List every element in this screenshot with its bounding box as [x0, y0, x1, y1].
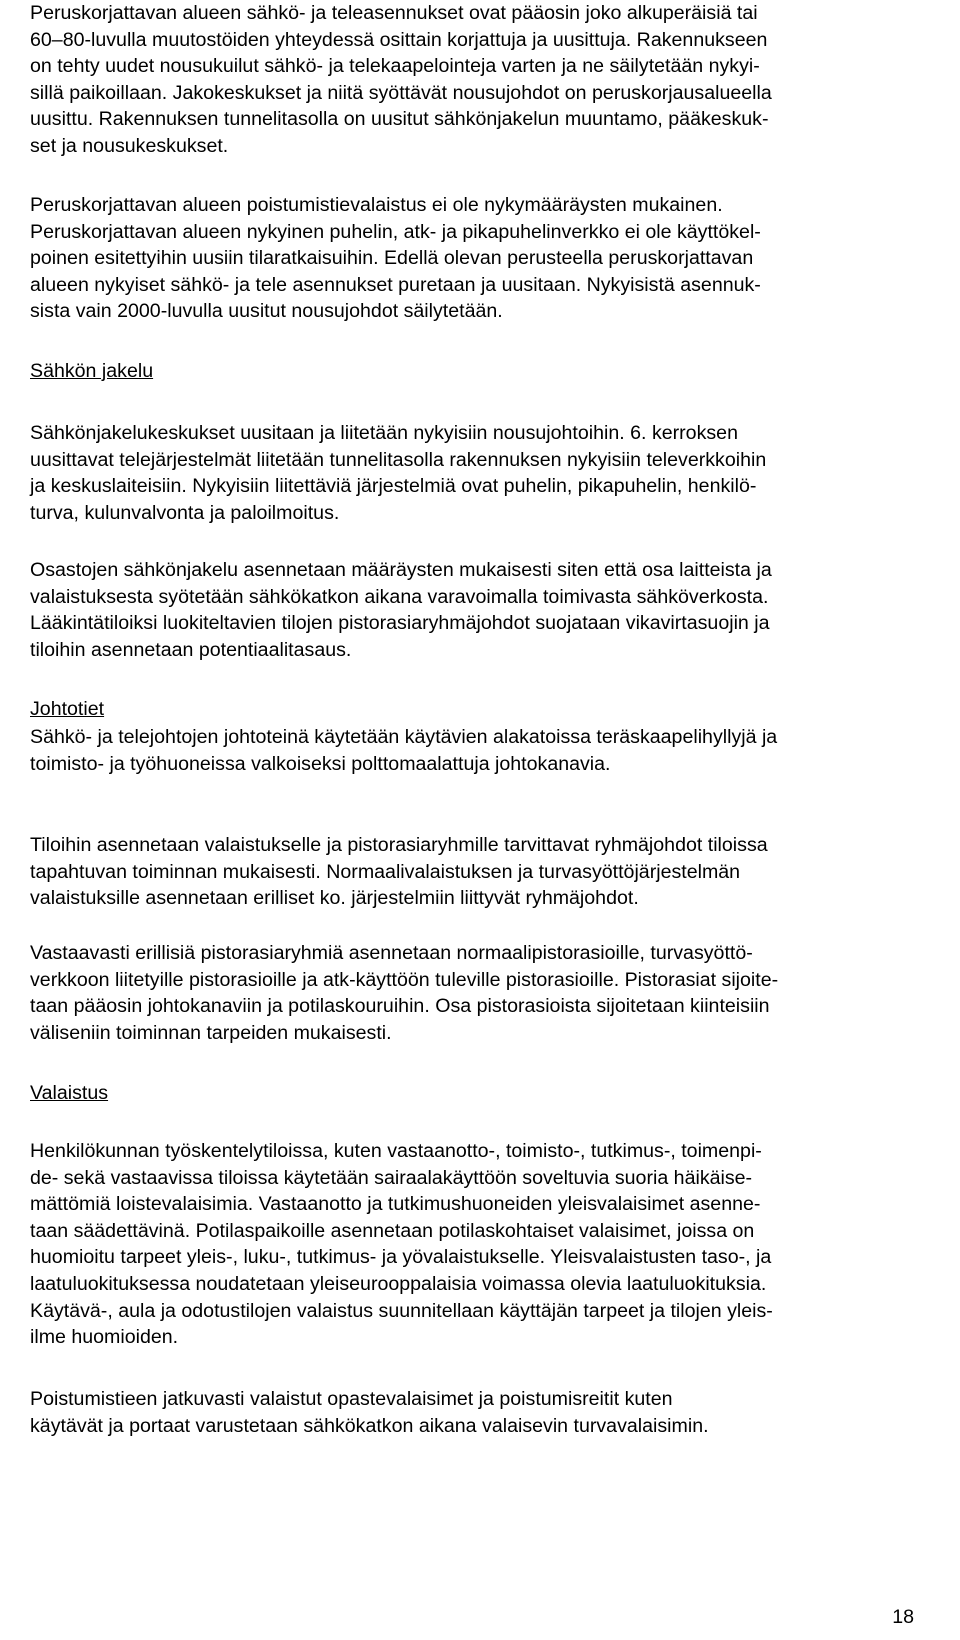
text-line: sista vain 2000-luvulla uusitut nousujohdot säilytetään.: [30, 300, 503, 323]
text-line: poinen esitettyihin uusiin tilaratkaisuihin. Edellä olevan perusteella peruskorjattavan: [30, 247, 754, 270]
text-line: verkkoon liitetyille pistorasioille ja atk-käyttöön tuleville pistorasioille. Pistorasiat sijoite-: [30, 968, 779, 991]
text-line: ilme huomioiden.: [30, 1326, 179, 1349]
text-line: on tehty uudet nousukuilut sähkö- ja telekaapelointeja varten ja ne säilytetään nykyi-: [30, 55, 760, 78]
text-line: väliseniin toiminnan tarpeiden mukaisesti.: [30, 1021, 392, 1044]
paragraph-1: [30, 0, 772, 160]
text-line: Sähkö- ja telejohtojen johtoteinä käytetään käytävien alakatoissa teräskaapelihyllyjä ja: [30, 726, 778, 748]
text-line: Peruskorjattavan alueen nykyinen puhelin, atk- ja pikapuhelinverkko ei ole käyttökel-: [30, 220, 761, 243]
paragraph-4: [30, 557, 772, 663]
text-line: käytävät ja portaat varustetaan sähkökatkon aikana valaisevin turvavalaisimin.: [30, 1414, 709, 1437]
text-line: Poistumistieen jatkuvasti valaistut opastevalaisimet ja poistumisreitit kuten: [30, 1388, 673, 1410]
section-heading-electricity-distribution: Sähkön jakelu: [30, 360, 154, 382]
text-line: Sähkönjakelukeskukset uusitaan ja liitetään nykyisiin nousujohtoihin. 6. kerroksen: [30, 422, 738, 444]
text-line: valaistuksille asennetaan erilliset ko. järjestelmiin liittyvät ryhmäjohdot.: [30, 887, 639, 910]
text-line: Lääkintätiloiksi luokiteltavien tilojen pistorasiaryhmäjohdot suojataan vikavirtasuojin ja: [30, 612, 770, 635]
paragraph-5: [30, 724, 777, 777]
text-line: set ja nousukeskukset.: [30, 134, 229, 157]
text-line: ja keskuslaiteisiin. Nykyisiin liitettäviä järjestelmiä ovat puhelin, pikapuhelin, henkilö-: [30, 475, 757, 498]
text-line: de- sekä vastaavissa tiloissa käytetään sairaalakäyttöön soveltuvia suoria häikäise-: [30, 1166, 753, 1189]
text-line: Henkilökunnan työskentelytiloissa, kuten vastaanotto-, toimisto-, tutkimus-, toimenpi-: [30, 1140, 762, 1162]
text-line: tapahtuvan toiminnan mukaisesti. Normaalivalaistuksen ja turvasyöttöjärjestelmän: [30, 860, 741, 883]
text-line: mättömiä loistevalaisimia. Vastaanotto ja tutkimushuoneiden yleisvalaisimet asenne-: [30, 1193, 761, 1216]
text-line: Tiloihin asennetaan valaistukselle ja pistorasiaryhmille tarvittavat ryhmäjohdot tiloissa: [30, 834, 768, 856]
paragraph-3: [30, 420, 766, 526]
text-line: Osastojen sähkönjakelu asennetaan määräysten mukaisesti siten että osa laitteista ja: [30, 559, 772, 581]
paragraph-8: [30, 1138, 773, 1351]
text-line: uusittavat telejärjestelmät liitetään tunnelitasolla rakennuksen nykyisiin televerkkoihin: [30, 448, 767, 471]
page-number: 18: [892, 1606, 914, 1628]
text-line: taan säädettävinä. Potilaspaikoille asennetaan potilaskohtaiset valaisimet, joissa on: [30, 1219, 755, 1242]
paragraph-6: [30, 832, 768, 912]
paragraph-7: [30, 940, 778, 1046]
text-line: alueen nykyiset sähkö- ja tele asennukset puretaan ja uusitaan. Nykyisistä asennuk-: [30, 273, 761, 296]
text-line: Peruskorjattavan alueen poistumistievalaistus ei ole nykymääräysten mukainen.: [30, 194, 723, 216]
section-heading-cable-routes: Johtotiet: [30, 698, 105, 720]
text-line: taan pääosin johtokanaviin ja potilaskouruihin. Osa pistorasioista sijoitetaan kiinteisiin: [30, 995, 770, 1018]
text-line: Vastaavasti erillisiä pistorasiaryhmiä asennetaan normaalipistorasioille, turvasyöttö-: [30, 942, 753, 964]
text-line: Käytävä-, aula ja odotustilojen valaistus suunnitellaan käyttäjän tarpeet ja tilojen yleis-: [30, 1299, 773, 1322]
text-line: toimisto- ja työhuoneissa valkoiseksi polttomaalattuja johtokanavia.: [30, 752, 611, 775]
paragraph-2: [30, 192, 761, 325]
text-line: valaistuksesta syötetään sähkökatkon aikana varavoimalla toimivasta sähköverkosta.: [30, 585, 769, 608]
text-line: uusittu. Rakennuksen tunnelitasolla on uusitut sähkönjakelun muuntamo, pääkeskuk-: [30, 108, 769, 131]
text-line: sillä paikoillaan. Jakokeskukset ja niitä syöttävät nousujohdot on peruskorjausalueella: [30, 81, 772, 104]
paragraph-9: [30, 1386, 709, 1439]
section-heading-lighting: Valaistus: [30, 1082, 109, 1104]
text-line: laatuluokituksessa noudatetaan yleiseurooppalaisia voimassa olevia laatuluokituksia.: [30, 1272, 767, 1295]
text-line: turva, kulunvalvonta ja paloilmoitus.: [30, 501, 340, 524]
text-line: Peruskorjattavan alueen sähkö- ja teleasennukset ovat pääosin joko alkuperäisiä tai: [30, 2, 758, 24]
text-line: 60–80-luvulla muutostöiden yhteydessä osittain korjattuja ja uusittuja. Rakennukseen: [30, 28, 768, 51]
text-line: huomioitu tarpeet yleis-, luku-, tutkimus- ja yövalaistukselle. Yleisvalaistusten taso-, ja: [30, 1246, 772, 1269]
text-line: tiloihin asennetaan potentiaalitasaus.: [30, 638, 352, 661]
